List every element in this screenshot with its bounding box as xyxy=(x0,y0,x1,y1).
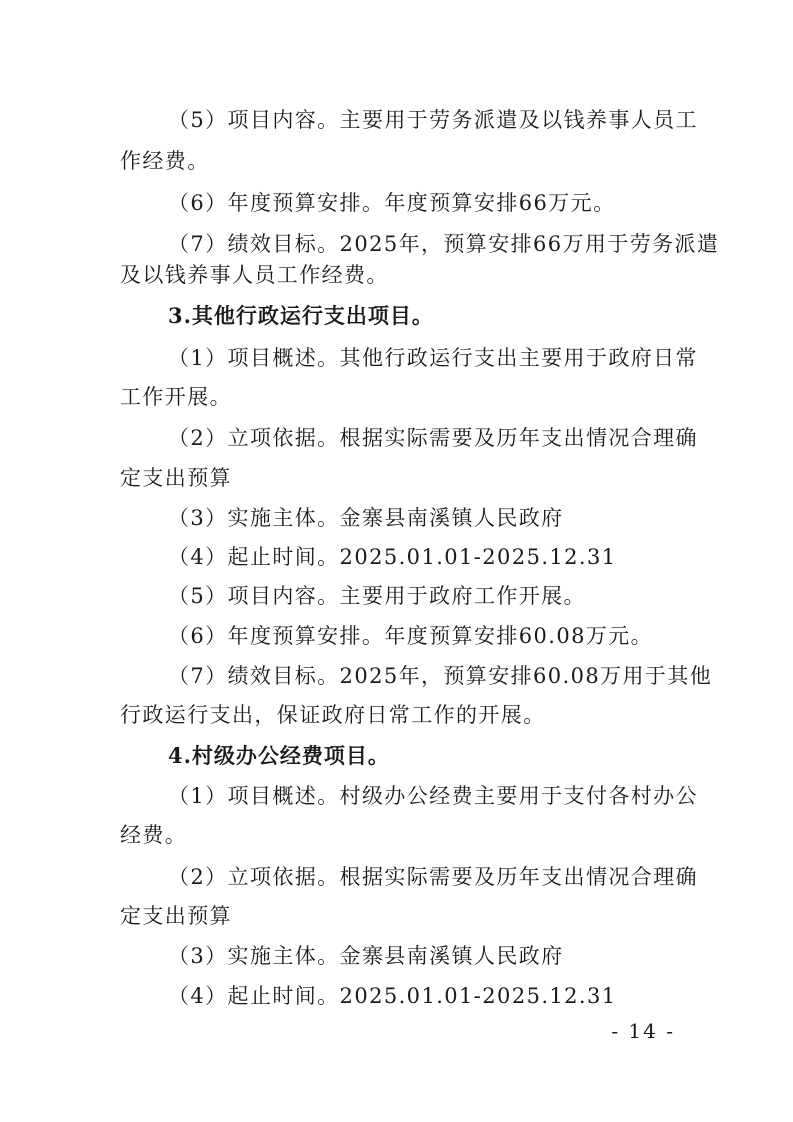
section-3-item-1-line-1: （1）项目概述。其他行政运行支出主要用于政府日常 xyxy=(168,346,698,370)
section-3-item-1-line-2: 工作开展。 xyxy=(120,385,232,409)
item-5-content-line-2: 作经费。 xyxy=(120,149,210,173)
section-4-heading: 4.村级办公经费项目。 xyxy=(168,743,390,768)
page-number: - 14 - xyxy=(611,1019,675,1043)
section-4-item-2-line-2: 定支出预算 xyxy=(120,904,232,928)
section-4-item-3: （3）实施主体。金寨县南溪镇人民政府 xyxy=(168,944,564,968)
section-3-heading: 3.其他行政运行支出项目。 xyxy=(168,303,434,328)
section-3-item-2-line-2: 定支出预算 xyxy=(120,466,232,490)
section-4-item-1-line-2: 经费。 xyxy=(120,823,188,847)
section-3-item-2-line-1: （2）立项依据。根据实际需要及历年支出情况合理确 xyxy=(168,426,698,450)
section-4-item-4: （4）起止时间。2025.01.01-2025.12.31 xyxy=(168,984,617,1008)
section-3-item-3: （3）实施主体。金寨县南溪镇人民政府 xyxy=(168,506,564,530)
section-3-item-7-line-1: （7）绩效目标。2025年，预算安排60.08万用于其他 xyxy=(168,664,713,688)
section-3-item-7-line-2: 行政运行支出，保证政府日常工作的开展。 xyxy=(120,703,546,727)
item-6-budget: （6）年度预算安排。年度预算安排66万元。 xyxy=(168,191,616,215)
section-3-item-6: （6）年度预算安排。年度预算安排60.08万元。 xyxy=(168,624,654,648)
item-7-goal-line-1: （7）绩效目标。2025年，预算安排66万用于劳务派遣 xyxy=(168,232,720,256)
section-4-item-2-line-1: （2）立项依据。根据实际需要及历年支出情况合理确 xyxy=(168,865,698,889)
section-4-item-1-line-1: （1）项目概述。村级办公经费主要用于支付各村办公 xyxy=(168,784,698,808)
section-3-item-5: （5）项目内容。主要用于政府工作开展。 xyxy=(168,584,586,608)
section-3-item-4: （4）起止时间。2025.01.01-2025.12.31 xyxy=(168,545,617,569)
item-7-goal-line-2: 及以钱养事人员工作经费。 xyxy=(120,263,389,287)
item-5-content-line-1: （5）项目内容。主要用于劳务派遣及以钱养事人员工 xyxy=(168,108,698,132)
